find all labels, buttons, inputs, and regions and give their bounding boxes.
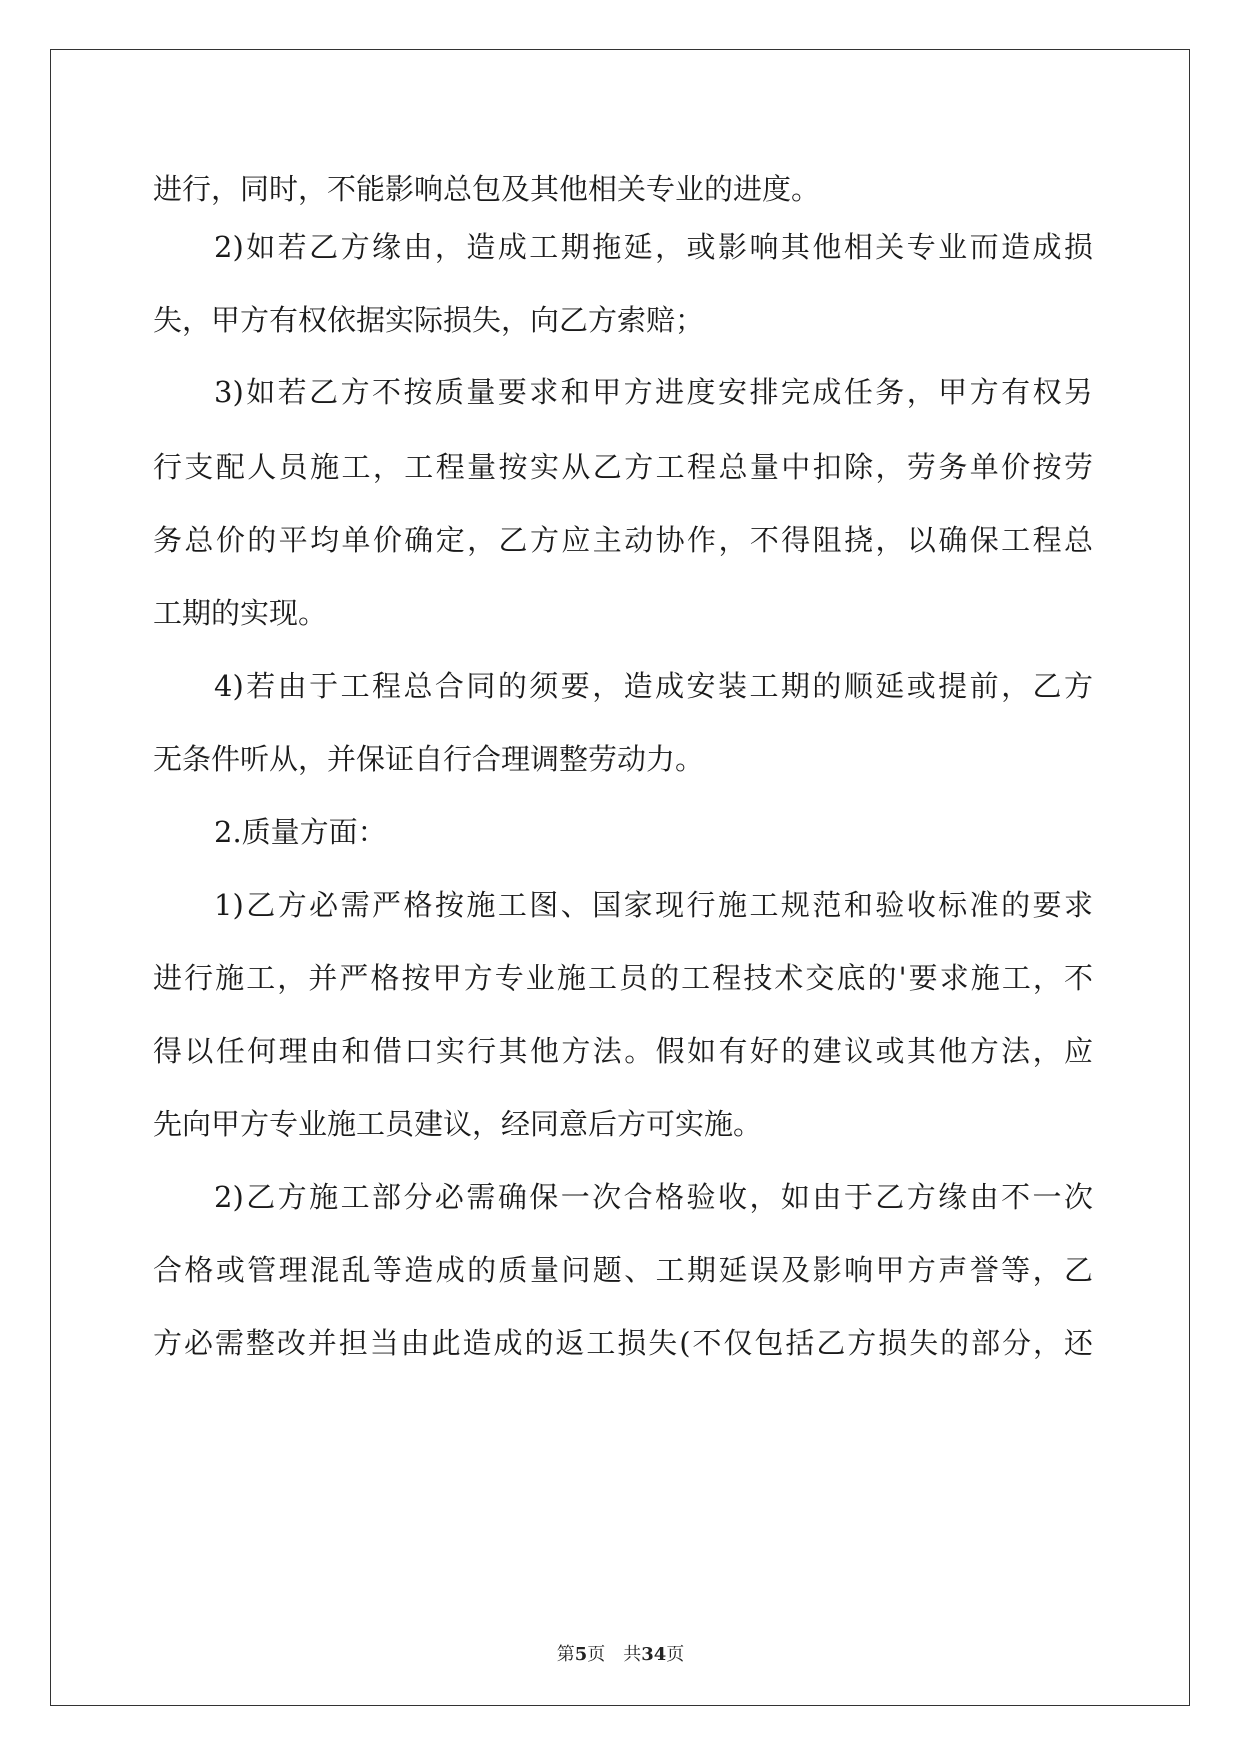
text-line-4: 3)如若乙方不按质量要求和甲方进度安排完成任务，甲方有权另 bbox=[214, 375, 1093, 409]
text-line-12: 进行施工，并严格按甲方专业施工员的工程技术交底的'要求施工，不 bbox=[153, 961, 1093, 995]
text-line-11: 1)乙方必需严格按施工图、国家现行施工规范和验收标准的要求 bbox=[214, 888, 1093, 922]
footer-prefix: 第 bbox=[556, 1644, 575, 1665]
text-line-7: 工期的实现。 bbox=[153, 596, 328, 630]
text-line-14: 先向甲方专业施工员建议，经同意后方可实施。 bbox=[153, 1107, 763, 1141]
section-heading: 2.质量方面： bbox=[214, 815, 387, 849]
text-line-2: 2)如若乙方缘由，造成工期拖延，或影响其他相关专业而造成损 bbox=[214, 230, 1093, 264]
text-line-9: 无条件听从，并保证自行合理调整劳动力。 bbox=[153, 742, 705, 776]
text-line-1: 进行，同时，不能影响总包及其他相关专业的进度。 bbox=[153, 172, 821, 206]
footer-page-number: 5 bbox=[574, 1644, 588, 1665]
text-line-6: 务总价的平均单价确定，乙方应主动协作，不得阻挠，以确保工程总 bbox=[153, 523, 1093, 557]
page-border bbox=[50, 49, 1190, 1706]
text-line-15: 2)乙方施工部分必需确保一次合格验收，如由于乙方缘由不一次 bbox=[214, 1180, 1093, 1214]
text-line-13: 得以任何理由和借口实行其他方法。假如有好的建议或其他方法，应 bbox=[153, 1034, 1093, 1068]
text-line-8: 4)若由于工程总合同的须要，造成安装工期的顺延或提前，乙方 bbox=[214, 669, 1093, 703]
text-line-5: 行支配人员施工，工程量按实从乙方工程总量中扣除，劳务单价按劳 bbox=[153, 450, 1093, 484]
footer-suffix: 页 bbox=[666, 1644, 685, 1665]
text-line-16: 合格或管理混乱等造成的质量问题、工期延误及影响甲方声誉等，乙 bbox=[153, 1253, 1093, 1287]
footer-total-pages: 34 bbox=[641, 1644, 667, 1665]
page-footer bbox=[0, 1640, 1241, 1666]
text-line-17: 方必需整改并担当由此造成的返工损失(不仅包括乙方损失的部分，还 bbox=[153, 1326, 1093, 1360]
text-line-3: 失，甲方有权依据实际损失，向乙方索赔； bbox=[153, 303, 705, 337]
footer-mid: 页 共 bbox=[587, 1644, 642, 1665]
